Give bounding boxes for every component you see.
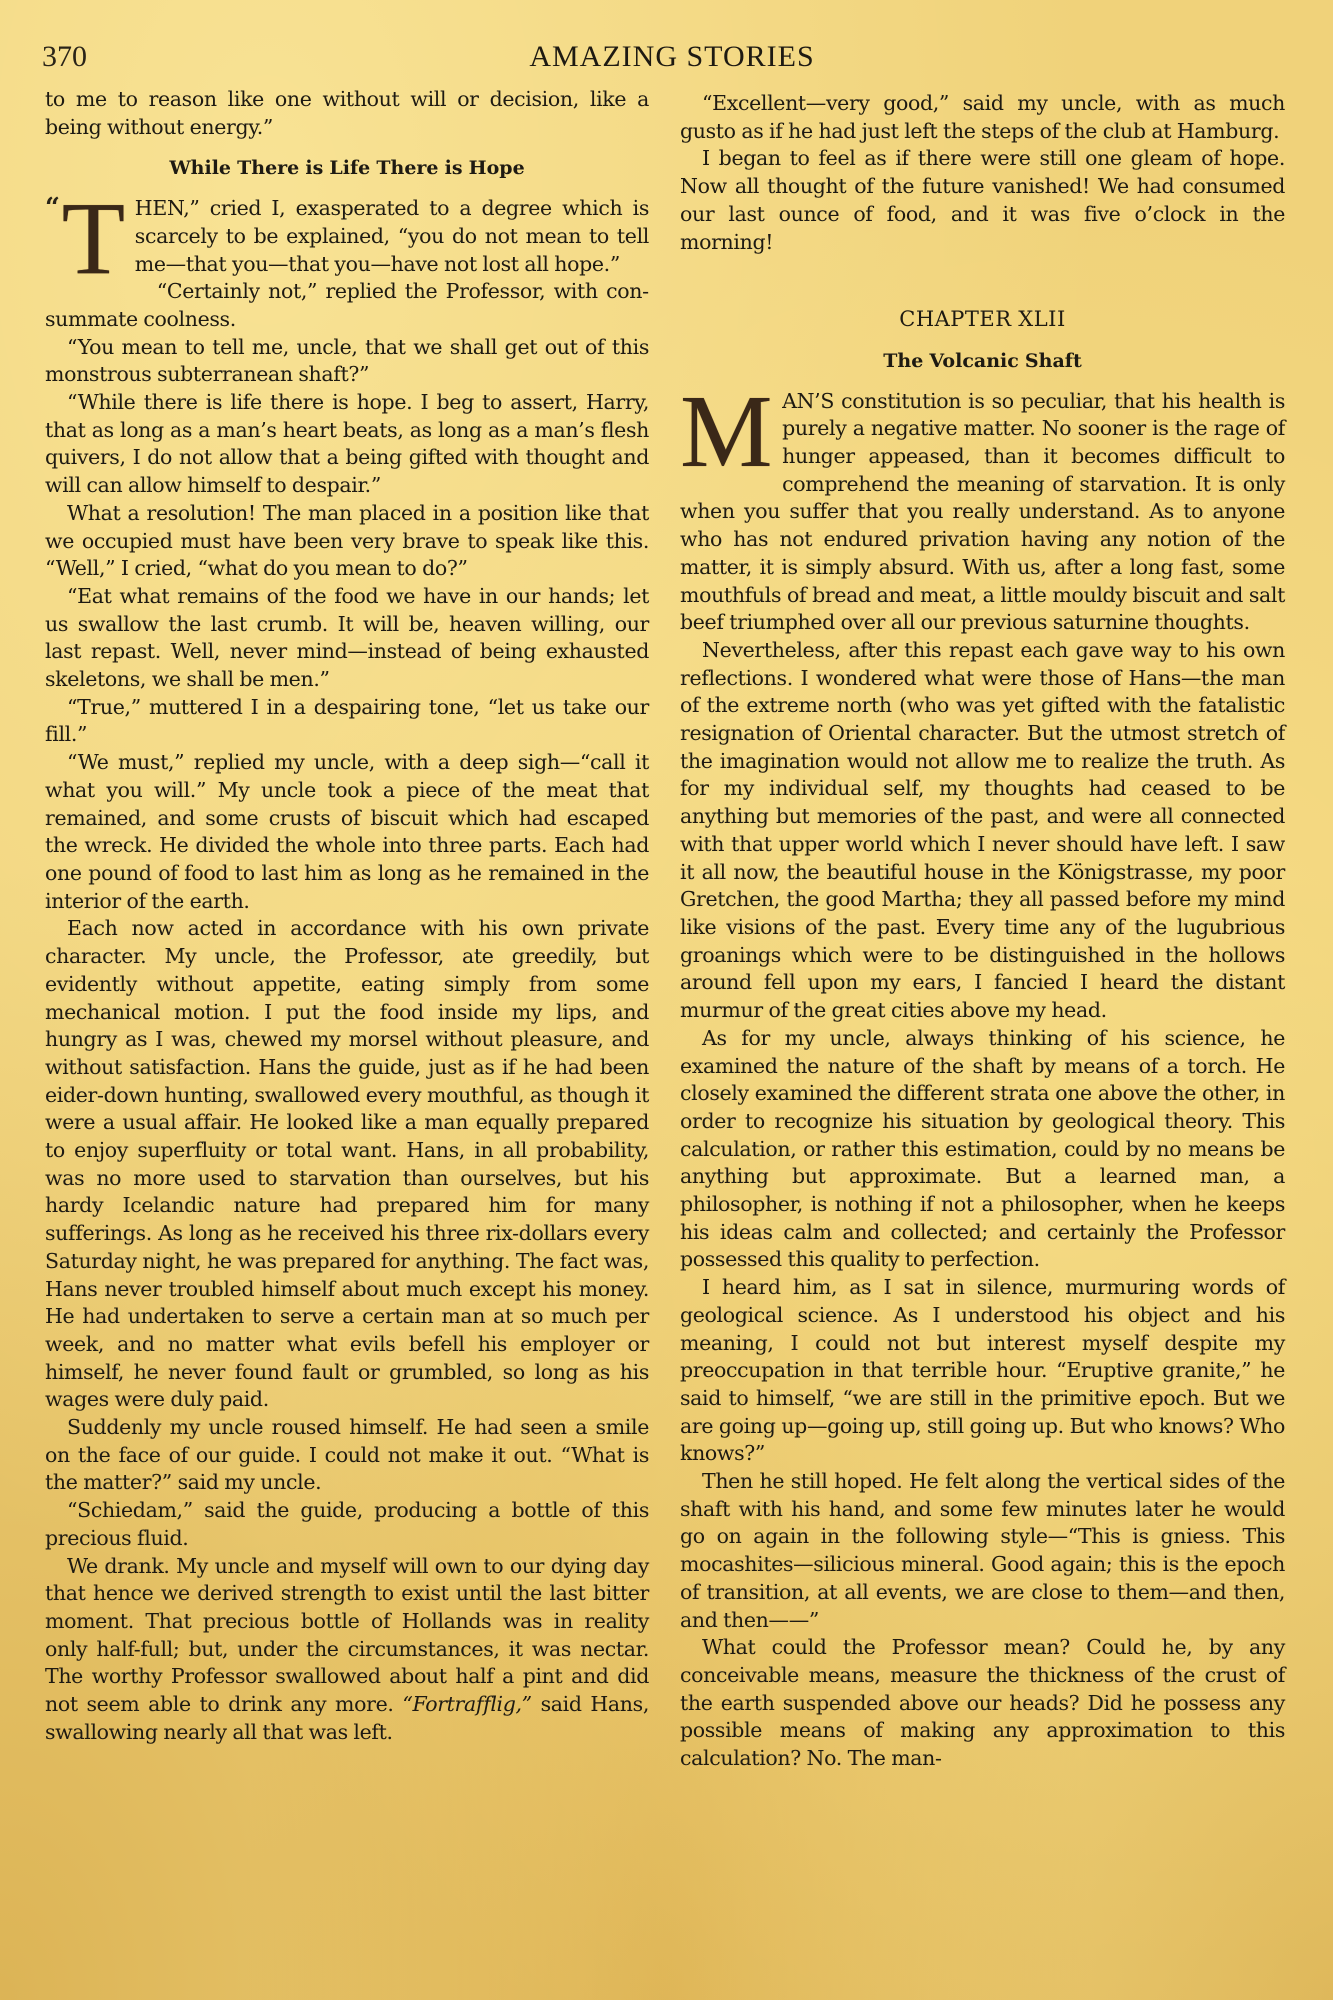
running-head: AMAZING STORIES bbox=[529, 40, 815, 73]
paragraph: “While there is life there is hope. I beg to assert, Harry, that as long as a man’s heart beats, as long as a man’s flesh quivers, I do not allow that a being gifted with thought and will can allow himself to despair.” bbox=[45, 390, 649, 498]
paragraph-text: HEN,” cried I, exasperated to a degree which is scarcely to be explained, “you do not mean to tell me—that you—that you—have not lost all hope.” bbox=[134, 196, 649, 276]
left-column bbox=[45, 86, 649, 1746]
chapter-title: The Volcanic Shaft bbox=[883, 349, 1082, 372]
paragraph: Then he still hoped. He felt along the vertical sides of the shaft with his hand, and some few minutes later he would go on again in the following style—“This is gniess. This mocashites—silicious mineral. Good again; this is the epoch of transition, at all events, we are close to them—and then, and then——” bbox=[680, 1469, 1285, 1632]
paragraph: Nevertheless, after this repast each gave way to his own reflections. I wondered what were those of Hans—the man of the extreme north (who was yet gifted with the fatalistic resignation of Oriental character. But the utmost stretch of the imagination would not allow me to realize the truth. As for my individual self, my thoughts had ceased to be anything but memories of the past, and were all connected with that upper world which I never should have left. I saw it all now, the beautiful house in the Königstrasse, my poor Gretchen, the good Martha; they all passed before my mind like visions of the past. Every time any of the lugubrious groanings which were to be distinguished in the hollows around fell upon my ears, I fancied I heard the distant murmur of the great cities above my head. bbox=[680, 637, 1285, 1023]
paragraph: “We must,” replied my uncle, with a deep sigh—“call it what you will.” My uncle took a piece of the meat that remained, and some crusts of biscuit which had escaped the wreck. He divided the whole into three parts. Each had one pound of food to last him as long as he remained in the interior of the earth. bbox=[45, 750, 649, 913]
paragraph-text: said Hans, swallowing nearly all that was left. bbox=[45, 1692, 649, 1744]
paragraph-text: We drank. My uncle and myself will own to our dying day that hence we derived strength to exist until the last bitter moment. That precious bottle of Hollands was in reality only half-full; but, under the circumstances, it was nectar. The worthy Professor swallowed about half a pint and did not seem able to drink any more. bbox=[45, 1553, 649, 1717]
paragraph: As for my uncle, always thinking of his science, he examined the nature of the shaft by means of a torch. He closely examined the different strata one above the other, in order to recognize his situation by geological theory. This calculation, or rather this estimation, could by no means be anything but approximate. But a learned man, a philosopher, is nothing if not a philosopher, when he keeps his ideas calm and collected; and certainly the Professor possessed this quality to perfection. bbox=[680, 1025, 1285, 1272]
paragraph: I heard him, as I sat in silence, murmuring words of geological science. As I understood his object and his meaning, I could not but interest myself despite my preoccupation in that terrible hour. “Eruptive granite,” he said to himself, “we are still in the primitive epoch. But we are going up—going up, still going up. But who knows? Who knows?” bbox=[680, 1275, 1285, 1466]
paragraph: Each now acted in accordance with his own private character. My uncle, the Professor, ate greedily, but evidently without appetite, eating simply from some mechanical motion. I put the food inside my lips, and hungry as I was, chewed my morsel without pleasure, and without satisfaction. Hans the guide, just as if he had been eider-down hunting, swallowed every mouthful, as though it were a usual affair. He looked like a man equally prepared to enjoy superfluity or total want. Hans, in all probability, was no more used to starvation than ourselves, but his hardy Icelandic nature had prepared him for many sufferings. As long as he received his three rix-dollars every Saturday night, he was prepared for anything. The fact was, Hans never troubled himself about much except his money. He had undertaken to serve a certain man at so much per week, and no matter what evils befell his employer or himself, he never found fault or grumbled, so long as his wages were duly paid. bbox=[45, 916, 649, 1412]
section-subhead: While There is Life There is Hope bbox=[169, 157, 525, 180]
paragraph: “Schiedam,” said the guide, producing a bottle of this precious fluid. bbox=[45, 1498, 649, 1550]
paragraph bbox=[45, 1553, 649, 1747]
dropcap-paragraph bbox=[680, 373, 1285, 637]
paragraph-text: AN’S constitution is so peculiar, that his health is purely a negative matter. No sooner is the rage of hunger appeased, than it becomes difficult to comprehend the meaning of starvation. It is only when you suffer that you really understand. As to anyone who has not endured privation having any notion of the matter, it is simply absurd. With us, after a long fast, some mouthfuls of bread and meat, a little mouldy biscuit and salt beef triumphed over all our previous saturnine thoughts. bbox=[680, 388, 1285, 635]
paragraph: I began to feel as if there were still one gleam of hope. Now all thought of the future vanished! We had consumed our last ounce of food, and it was five o’clock in the morning! bbox=[680, 146, 1285, 254]
paragraph: What a resolution! The man placed in a position like that we occupied must have been very brave to speak like this. “Well,” I cried, “what do you mean to do?” bbox=[45, 500, 649, 581]
paragraph: “You mean to tell me, uncle, that we shall get out of this monstrous subterranean shaft?” bbox=[45, 334, 649, 387]
page-header bbox=[42, 40, 1302, 80]
drop-cap-letter: M bbox=[680, 373, 773, 489]
chapter-heading: CHAPTER XLII bbox=[899, 307, 1066, 332]
paragraph: What could the Professor mean? Could he, by any conceivable means, measure the thickness of the crust of the earth suspended above our heads? Did he possess any possible means of making any approximation to this calculation? No. The man- bbox=[680, 1635, 1285, 1771]
paragraph: Suddenly my uncle roused himself. He had seen a smile on the face of our guide. I could not make it out. “What is the matter?” said my uncle. bbox=[45, 1415, 649, 1495]
open-quote: “ bbox=[45, 193, 60, 224]
paragraph: “Certainly not,” replied the Professor, with consummate coolness. bbox=[45, 279, 649, 331]
drop-cap-letter: T bbox=[61, 181, 125, 297]
italic-foreign-word: “Fortrafflig,” bbox=[402, 1692, 532, 1717]
dropcap-paragraph bbox=[45, 181, 649, 297]
page-number: 370 bbox=[42, 40, 87, 73]
right-column bbox=[680, 90, 1285, 1773]
paragraph: “Excellent—very good,” said my uncle, with as much gusto as if he had just left the steps of the club at Hamburg. bbox=[680, 91, 1285, 143]
paragraph: to me to reason like one without will or decision, like a being without energy.” bbox=[45, 87, 649, 139]
paragraph: “Eat what remains of the food we have in our hands; let us swallow the last crumb. It will be, heaven willing, our last repast. Well, never mind—instead of being exhausted skeletons, we shall be men.” bbox=[45, 583, 649, 692]
paragraph: “True,” muttered I in a despairing tone, “let us take our fill.” bbox=[45, 694, 649, 747]
